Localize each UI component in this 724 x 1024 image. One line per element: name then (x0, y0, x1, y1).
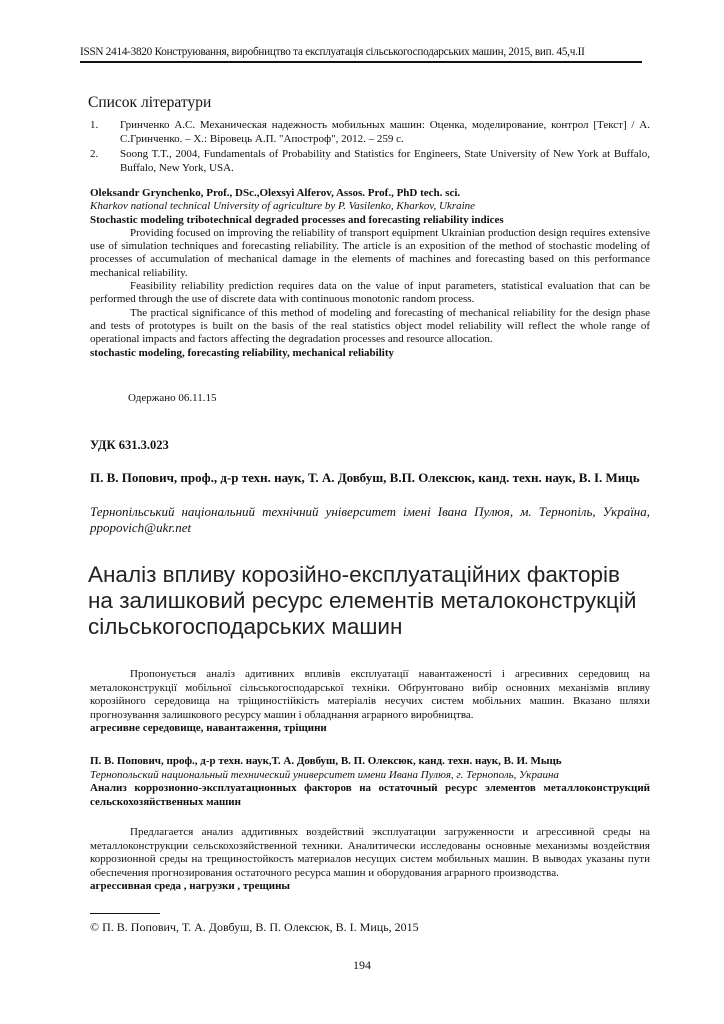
ukrainian-abstract-text: Пропонується аналіз адитивних впливів експлуатації навантаженості і агресивних середовищ на металоконструкції мобільної сільськогосподарської техніки. Обґрунтовано вибір основних механізмів впливу корозійного середовища на тріщиностійкість матеріалів несучих систем мобільних машин. Вказано шляхи прогнозування залишкового ресурсу машин і обладнання аграрного виробництва. (90, 668, 650, 721)
reference-number: 2. (90, 148, 99, 160)
russian-abstract-text: Предлагается анализ аддитивных воздействий эксплуатации загруженности и агрессивной среды на металлоконструкции сельскохозяйственной техники. Аналитически исследованы основные механизмы воздействия коррозионной среды на трещиностойкость материалов несущих систем мобильных машин. В выводах указаны пути обеспечения прогнозирования остаточного ресурса машин и оборудования аграрного производства. (90, 826, 650, 879)
running-header: ISSN 2414-3820 Конструювання, виробництво та експлуатація сільськогосподарських машин, 2015, вип. 45,ч.ІІ (80, 46, 585, 58)
received-date: Одержано 06.11.15 (128, 392, 217, 404)
english-affiliation: Kharkov national technical University of agriculture by P. Vasilenko, Kharkov, Ukraine (90, 200, 476, 213)
reference-item (90, 118, 650, 146)
russian-affiliation: Тернопольский национальный технический университет имени Ивана Пулюя, г. Тернополь, Украина (90, 768, 559, 781)
ukrainian-abstract (90, 668, 650, 736)
ukrainian-affiliation: Тернопільський національний технічний університет імені Івана Пулюя, м. Тернопіль, Україна, ppopovich@ukr.net (90, 504, 650, 535)
russian-abstract-header (90, 755, 650, 809)
russian-abstract (90, 826, 650, 894)
references-heading: Список літератури (88, 94, 212, 111)
english-paragraph-1: Providing focused on improving the reliability of transport equipment Ukrainian production design requires extensive use of simulation techniques and forecasting reliability. The article is an exposition of the method of stochastic modeling of processes of accumulation of mechanical damage in the elements of machines and forecasting based on this performance mechanical reliability. (90, 226, 650, 279)
references-list (90, 118, 650, 176)
english-title: Stochastic modeling tribotechnical degraded processes and forecasting reliability indices (90, 213, 504, 226)
russian-authors: П. В. Попович, проф., д-р техн. наук,Т. А. Довбуш, В. П. Олексюк, канд. техн. наук, В. И. Мыць (90, 755, 562, 767)
footnote-rule (90, 913, 160, 914)
article-title: Аналіз впливу корозійно-експлуатаційних факторів на залишковий ресурс елементів металоконструкцій сільськогосподарських машин (88, 562, 637, 639)
page-number: 194 (353, 958, 371, 972)
english-authors: Oleksandr Grynchenko, Prof., DSc.,Olexsyi Alferov, Assos. Prof., PhD tech. sci. (90, 187, 461, 199)
ukrainian-keywords: агресивне середовище, навантаження, тріщини (90, 722, 327, 734)
reference-number: 1. (90, 119, 99, 131)
english-keywords: stochastic modeling, forecasting reliability, mechanical reliability (90, 346, 395, 359)
english-paragraph-3: The practical significance of this method of modeling and forecasting of mechanical reliability for the design phase and tests of prototypes is built on the basis of the real statistics object model reliability will reflect the whole range of operational impacts and factors affecting the degradation processes and resource allocation. (90, 306, 650, 346)
udk-code: УДК 631.3.023 (90, 438, 169, 452)
russian-keywords: агрессивная среда , нагрузки , трещины (90, 880, 291, 892)
english-abstract (90, 187, 650, 360)
reference-text: Soong T.T., 2004, Fundamentals of Probability and Statistics for Engineers, State University of New York at Buffalo, Buffalo, New York, USA. (120, 148, 650, 174)
russian-title: Анализ коррозионно-эксплуатационных факторов на остаточный ресурс элементов металлоконструкций сельскохозяйственных машин (90, 782, 650, 808)
reference-text: Гринченко А.С. Механическая надежность мобильных машин: Оценка, моделирование, контрол [Текст] / А. С.Гринченко. – Х.: Віровець А.П. "Апостроф", 2012. – 259 с. (120, 119, 650, 145)
reference-item (90, 147, 650, 175)
header-rule (80, 61, 642, 63)
ukrainian-authors: П. В. Попович, проф., д-р техн. наук, Т. А. Довбуш, В.П. Олексюк, канд. техн. наук, В. І. Миць (90, 470, 640, 485)
copyright-footnote: © П. В. Попович, Т. А. Довбуш, В. П. Олексюк, В. І. Миць, 2015 (90, 920, 419, 934)
english-paragraph-2: Feasibility reliability prediction requires data on the value of input parameters, statistical evaluation that can be performed through the use of discrete data with continuous monotonic random process. (90, 280, 650, 306)
